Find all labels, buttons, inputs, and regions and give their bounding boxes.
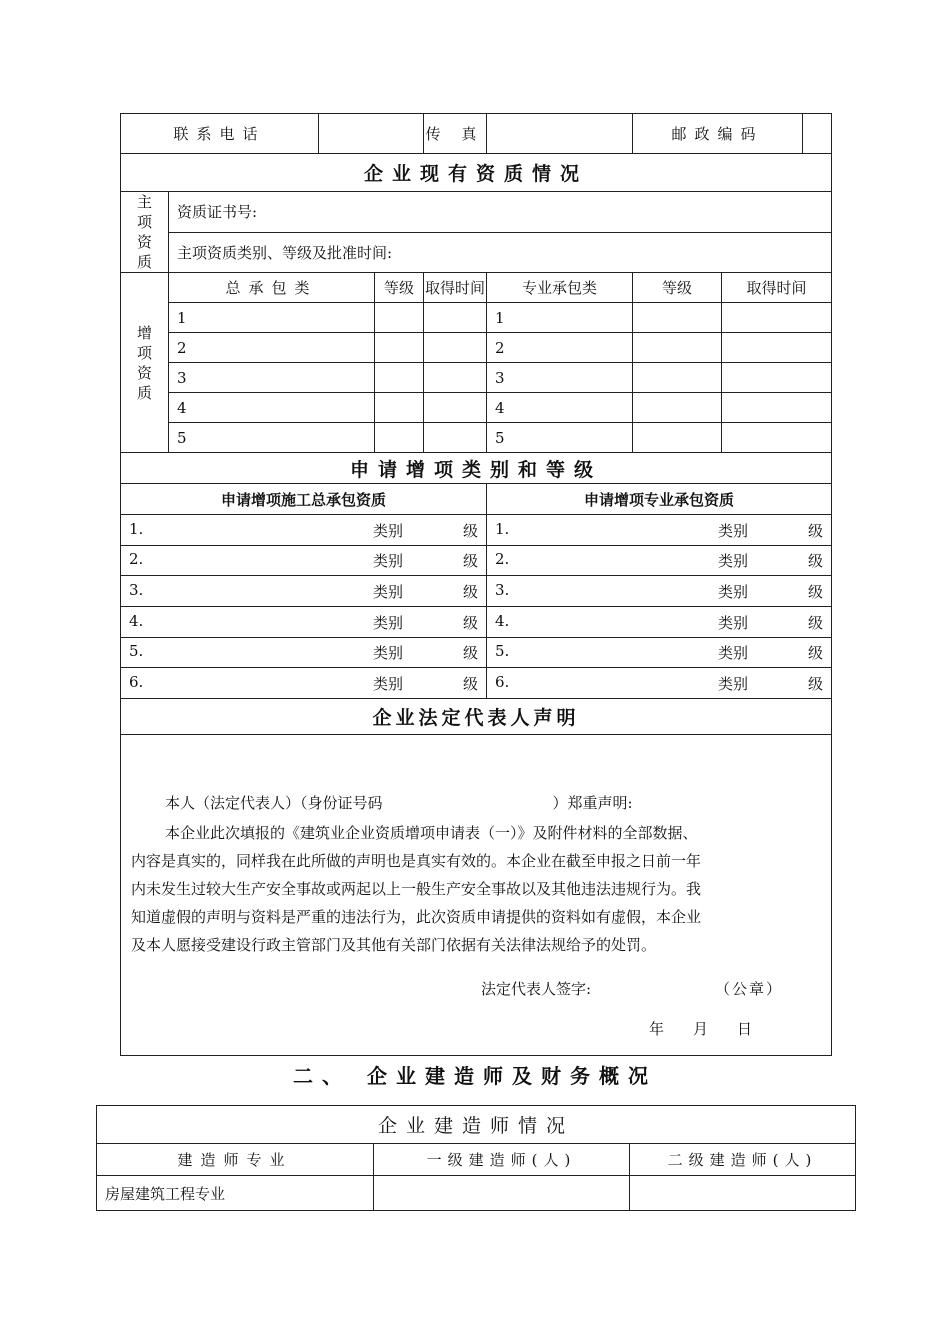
row-number: 3.: [129, 580, 144, 599]
first-class-header: 一级建造师(人): [374, 1144, 630, 1176]
declaration-text-line: 及本人愿接受建设行政主管部门及其他有关部门依据有关法律法规给予的处罚。: [131, 936, 657, 954]
level-label: 级: [808, 674, 824, 693]
main-label-char: 主: [136, 193, 152, 211]
second-class-count[interactable]: [630, 1176, 856, 1211]
category-label: 类别: [373, 552, 404, 570]
declaration-text-line: 知道虚假的声明与资料是严重的违法行为，此次资质申请提供的资料如有虚假，本企业: [131, 908, 702, 926]
time-cell[interactable]: [722, 393, 832, 423]
level-label: 级: [808, 582, 824, 601]
grade-cell[interactable]: [375, 423, 424, 453]
specialty-contract-cell[interactable]: 5: [487, 423, 633, 453]
grade-cell[interactable]: [633, 303, 722, 333]
added-header-row: [121, 273, 832, 303]
contact-row: [121, 114, 832, 154]
specialty-header: 建造师专业: [97, 1144, 374, 1176]
time-cell[interactable]: [722, 363, 832, 393]
declaration-text-line: 内未发生过较大生产安全事故或两起以上一般生产安全事故以及其他违法违规行为。我: [131, 880, 702, 898]
grade-cell[interactable]: [633, 363, 722, 393]
general-contract-header: 总承包类: [169, 273, 375, 303]
specialty-contract-header: 专业承包类: [487, 273, 633, 303]
fax-label: 传 真: [424, 114, 487, 154]
added-qualification-label: [121, 273, 169, 453]
apply-row: [121, 638, 832, 668]
apply-specialty-title: 申请增项专业承包资质: [487, 484, 832, 515]
level-label: 级: [463, 521, 479, 540]
grade-cell[interactable]: [375, 363, 424, 393]
phone-label: 联系电话: [121, 114, 319, 154]
apply-subheader-row: [121, 484, 832, 515]
category-label: 类别: [373, 521, 404, 540]
added-row: [121, 363, 832, 393]
declaration-id-line: [165, 792, 633, 813]
apply-general-cell[interactable]: [121, 546, 487, 576]
apply-specialty-cell[interactable]: [487, 576, 832, 607]
level-label: 级: [463, 582, 479, 601]
time-cell[interactable]: [722, 303, 832, 333]
level-label: 级: [808, 552, 824, 570]
cert-number-field[interactable]: 资质证书号:: [169, 192, 832, 233]
time-cell[interactable]: [424, 423, 487, 453]
apply-general-cell[interactable]: [121, 576, 487, 607]
specialty-contract-cell[interactable]: 4: [487, 393, 633, 423]
general-contract-cell[interactable]: 5: [169, 423, 375, 453]
row-number: 1.: [129, 519, 144, 538]
seal-label: （公章）: [715, 980, 784, 998]
main-label-char: 项: [136, 213, 152, 231]
added-row: [121, 423, 832, 453]
apply-general-cell[interactable]: [121, 515, 487, 546]
time-cell[interactable]: [424, 363, 487, 393]
specialty-contract-cell[interactable]: 3: [487, 363, 633, 393]
row-number: 4.: [129, 611, 144, 630]
declaration-text-line: 本企业此次填报的《建筑业企业资质增项申请表（一）》及附件材料的全部数据、: [165, 824, 698, 842]
grade-cell[interactable]: [633, 423, 722, 453]
level-label: 级: [808, 644, 824, 662]
time-cell[interactable]: [722, 423, 832, 453]
phone-value[interactable]: [319, 114, 424, 154]
specialty-cell: 房屋建筑工程专业: [97, 1176, 374, 1211]
row-number: 3.: [495, 580, 510, 599]
row-number: 5.: [495, 642, 510, 660]
specialty-contract-cell[interactable]: 2: [487, 333, 633, 363]
signature-label: 法定代表人签字:: [481, 980, 592, 998]
declaration-id-prefix: 本人（法定代表人）（身份证号码: [165, 794, 383, 812]
table-row: [97, 1176, 856, 1211]
obtained-time-header: 取得时间: [722, 273, 832, 303]
postcode-value[interactable]: [803, 114, 832, 154]
date-year: 年: [649, 1020, 665, 1038]
main-type-field[interactable]: 主项资质类别、等级及批准时间:: [169, 232, 832, 273]
specialty-contract-cell[interactable]: 1: [487, 303, 633, 333]
apply-row: [121, 546, 832, 576]
time-cell[interactable]: [424, 333, 487, 363]
time-cell[interactable]: [424, 393, 487, 423]
general-contract-cell[interactable]: 1: [169, 303, 375, 333]
added-row: [121, 393, 832, 423]
main-label-char: 质: [136, 253, 152, 271]
added-label-char: 项: [136, 343, 152, 362]
row-number: 2.: [129, 550, 144, 568]
apply-section-title: 申请增项类别和等级: [121, 453, 832, 484]
declaration-text-line: 内容是真实的，同样我在此所做的声明也是真实有效的。本企业在截至申报之日前一年: [131, 852, 702, 870]
obtained-time-header: 取得时间: [424, 273, 487, 303]
existing-qualification-title: 企业现有资质情况: [121, 154, 832, 192]
level-label: 级: [463, 644, 479, 662]
main-qualification-label: [121, 192, 169, 273]
apply-specialty-cell[interactable]: [487, 638, 832, 668]
category-label: 类别: [718, 613, 749, 632]
category-label: 类别: [373, 644, 404, 662]
added-label-char: 增: [136, 323, 152, 342]
grade-header: 等级: [633, 273, 722, 303]
date-day: 日: [737, 1020, 753, 1038]
level-label: 级: [463, 552, 479, 570]
category-label: 类别: [718, 582, 749, 601]
general-contract-cell[interactable]: 4: [169, 393, 375, 423]
declaration-title: 企业法定代表人声明: [121, 699, 832, 735]
apply-row: [121, 607, 832, 638]
row-number: 4.: [495, 611, 510, 630]
apply-row: [121, 668, 832, 699]
application-form-table: [120, 113, 832, 1056]
grade-cell[interactable]: [633, 333, 722, 363]
section-2-heading: 二、 企业建造师及财务概况: [293, 1064, 657, 1088]
time-cell[interactable]: [722, 333, 832, 363]
apply-specialty-cell[interactable]: [487, 546, 832, 576]
constructor-table-title: 企业建造师情况: [97, 1106, 856, 1144]
category-label: 类别: [718, 552, 749, 570]
level-label: 级: [808, 521, 824, 540]
apply-row: [121, 576, 832, 607]
row-number: 6.: [129, 672, 144, 691]
grade-header: 等级: [375, 273, 424, 303]
category-label: 类别: [373, 613, 404, 632]
added-row: [121, 303, 832, 333]
signature-field[interactable]: [611, 978, 711, 998]
added-label-char: 质: [136, 383, 152, 402]
apply-specialty-cell[interactable]: [487, 668, 832, 699]
postcode-label: 邮政编码: [633, 114, 803, 154]
grade-cell[interactable]: [375, 303, 424, 333]
grade-cell[interactable]: [375, 333, 424, 363]
row-number: 5.: [129, 642, 144, 660]
grade-cell[interactable]: [633, 393, 722, 423]
main-label-char: 资: [136, 233, 152, 251]
category-label: 类别: [718, 521, 749, 540]
category-label: 类别: [718, 644, 749, 662]
category-label: 类别: [373, 582, 404, 601]
row-number: 1.: [495, 519, 510, 538]
grade-cell[interactable]: [375, 393, 424, 423]
apply-general-cell[interactable]: [121, 668, 487, 699]
category-label: 类别: [373, 674, 404, 693]
apply-specialty-cell[interactable]: [487, 607, 832, 638]
date-month: 月: [693, 1020, 709, 1038]
apply-specialty-cell[interactable]: [487, 515, 832, 546]
category-label: 类别: [718, 674, 749, 693]
apply-general-title: 申请增项施工总承包资质: [121, 484, 487, 515]
fax-value[interactable]: [487, 114, 633, 154]
declaration-id-suffix: ）郑重声明:: [552, 794, 633, 812]
time-cell[interactable]: [424, 303, 487, 333]
second-class-header: 二级建造师(人): [630, 1144, 856, 1176]
general-contract-cell[interactable]: 2: [169, 333, 375, 363]
apply-general-cell[interactable]: [121, 638, 487, 668]
apply-row: [121, 515, 832, 546]
row-number: 2.: [495, 550, 510, 568]
row-number: 6.: [495, 672, 510, 691]
level-label: 级: [463, 674, 479, 693]
level-label: 级: [463, 613, 479, 632]
level-label: 级: [808, 613, 824, 632]
constructor-table: [96, 1105, 856, 1211]
first-class-count[interactable]: [374, 1176, 630, 1211]
constructor-header-row: [97, 1144, 856, 1176]
added-label-char: 资: [136, 363, 152, 382]
general-contract-cell[interactable]: 3: [169, 363, 375, 393]
added-row: [121, 333, 832, 363]
declaration-body: [121, 735, 832, 1056]
apply-general-cell[interactable]: [121, 607, 487, 638]
